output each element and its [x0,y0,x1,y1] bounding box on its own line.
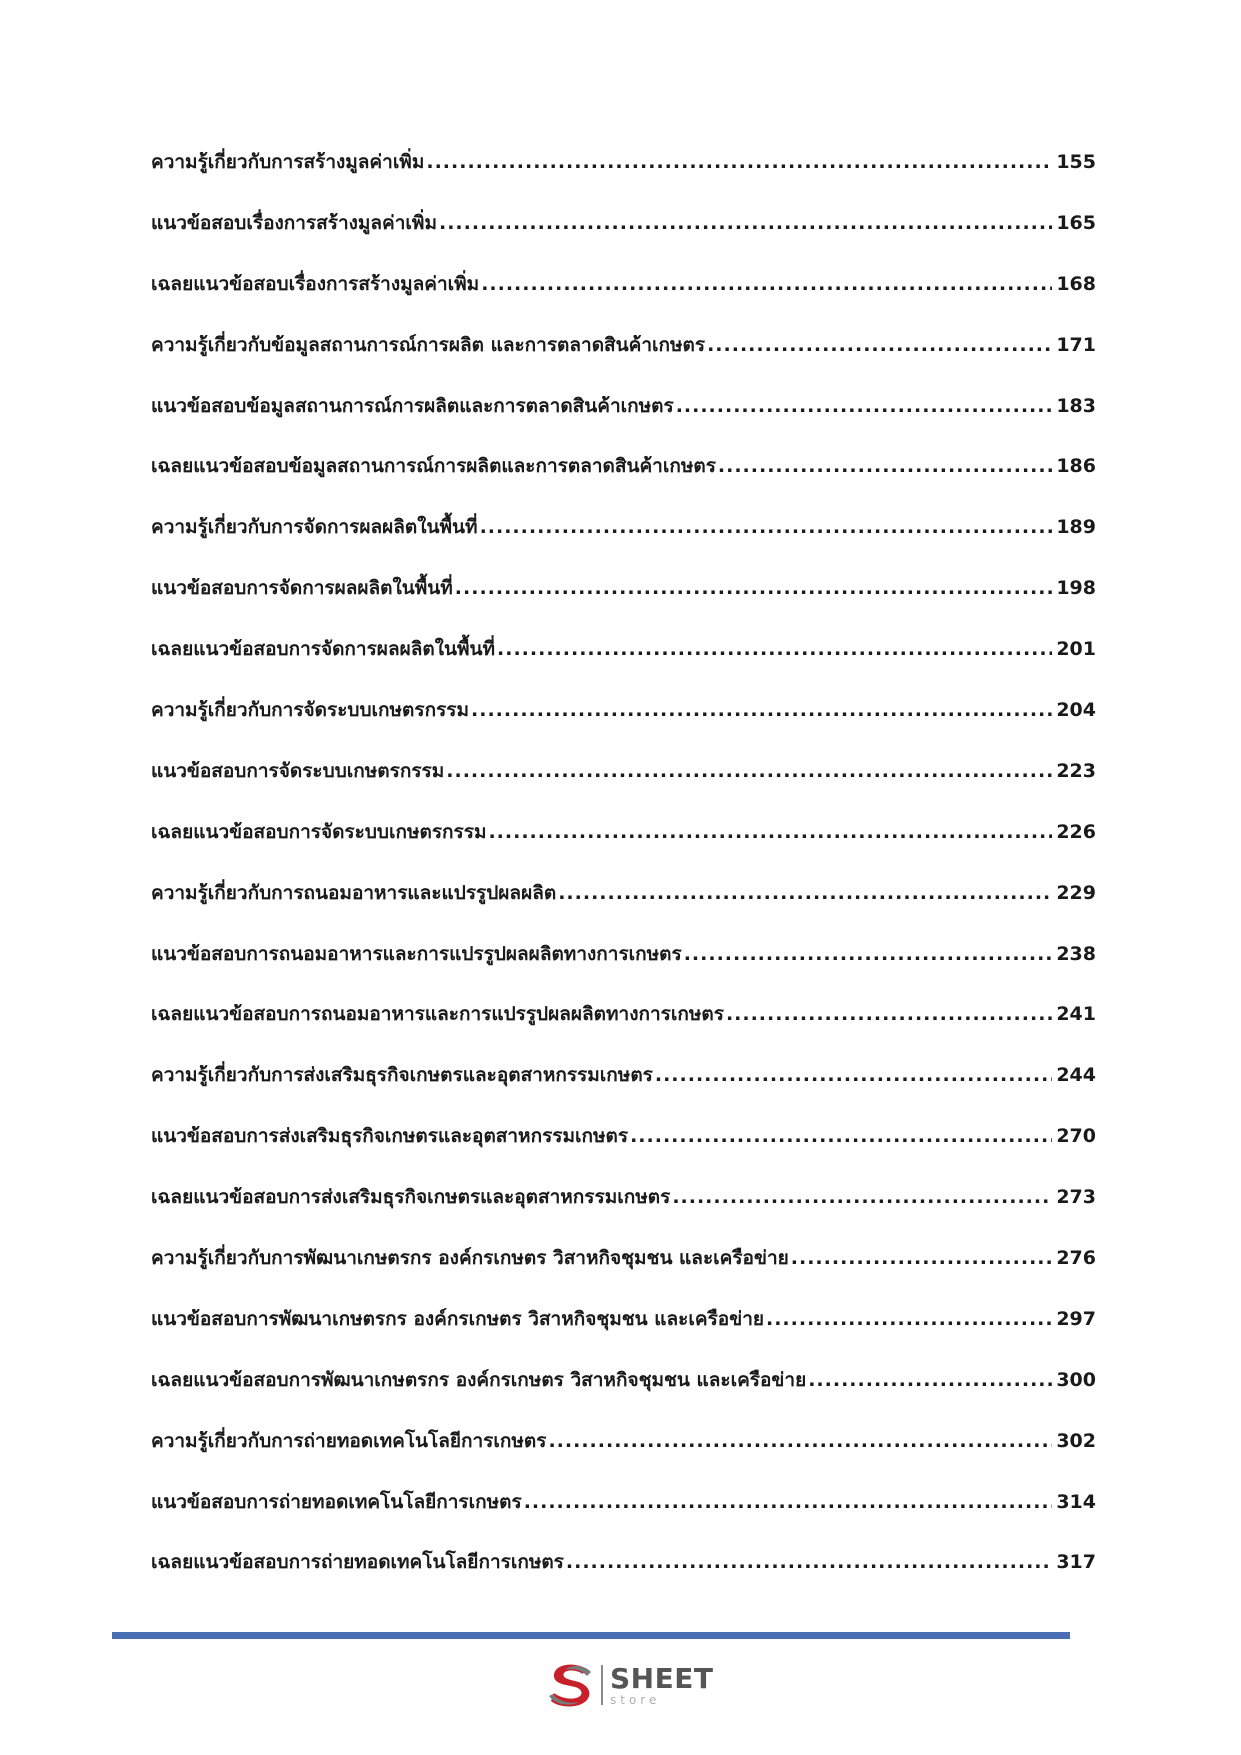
toc-entry-page: 300 [1056,1368,1096,1391]
toc-entry[interactable] [151,515,1096,576]
toc-entry-page: 226 [1056,820,1096,843]
toc-entry-page: 317 [1056,1551,1096,1574]
toc-entry-page: 241 [1056,1003,1096,1026]
toc-entry-title: แนวข้อสอบการจัดระบบเกษตรกรรม [151,759,445,782]
dot-leader [791,1246,1053,1270]
toc-entry-page: 270 [1056,1125,1096,1148]
table-of-contents [151,150,1096,1611]
toc-entry[interactable] [151,1490,1096,1551]
toc-entry[interactable] [151,637,1096,698]
dot-leader [808,1368,1052,1392]
toc-entry-page: 204 [1056,699,1096,722]
toc-entry[interactable] [151,211,1096,272]
toc-entry[interactable] [151,820,1096,881]
dot-leader [684,942,1053,966]
dot-leader [439,211,1052,235]
toc-entry-page: 238 [1056,942,1096,965]
toc-entry-title: แนวข้อสอบการส่งเสริมธุรกิจเกษตรและอุตสาหกรรมเกษตร [151,1125,629,1148]
toc-entry[interactable] [151,150,1096,211]
dot-leader [558,881,1052,905]
toc-entry[interactable] [151,1185,1096,1246]
toc-entry-title: เฉลยแนวข้อสอบการถ่ายทอดเทคโนโลยีการเกษตร [151,1551,564,1574]
toc-entry[interactable] [151,576,1096,637]
dot-leader [707,333,1052,357]
dot-leader [548,1429,1052,1453]
toc-entry-title: ความรู้เกี่ยวกับการพัฒนาเกษตรกร องค์กรเกษตร วิสาหกิจชุมชน และเครือข่าย [151,1247,789,1270]
toc-entry-page: 183 [1056,394,1096,417]
toc-entry[interactable] [151,1550,1096,1611]
toc-entry[interactable] [151,942,1096,1003]
toc-entry-title: ความรู้เกี่ยวกับการส่งเสริมธุรกิจเกษตรและอุตสาหกรรมเกษตร [151,1064,653,1087]
toc-entry-title: ความรู้เกี่ยวกับการจัดการผลผลิตในพื้นที่ [151,516,478,539]
toc-entry[interactable] [151,394,1096,455]
toc-entry[interactable] [151,333,1096,394]
toc-entry[interactable] [151,1368,1096,1429]
toc-entry[interactable] [151,1246,1096,1307]
toc-entry-title: เฉลยแนวข้อสอบการจัดการผลผลิตในพื้นที่ [151,638,496,661]
toc-entry-title: เฉลยแนวข้อสอบเรื่องการสร้างมูลค่าเพิ่ม [151,272,480,295]
toc-entry-page: 171 [1056,333,1096,356]
dot-leader [676,394,1053,418]
dot-leader [480,515,1053,539]
toc-entry[interactable] [151,1307,1096,1368]
toc-entry-page: 165 [1056,211,1096,234]
dot-leader [488,820,1052,844]
footer-divider [112,1632,1070,1639]
toc-entry-title: แนวข้อสอบข้อมูลสถานการณ์การผลิตและการตลาดสินค้าเกษตร [151,394,674,417]
toc-entry-page: 223 [1056,759,1096,782]
logo-text [610,1661,714,1707]
logo-divider [601,1665,603,1705]
dot-leader [497,637,1052,661]
dot-leader [481,272,1052,296]
toc-entry-title: แนวข้อสอบการพัฒนาเกษตรกร องค์กรเกษตร วิสาหกิจชุมชน และเครือข่าย [151,1307,764,1330]
dot-leader [766,1307,1052,1331]
toc-entry-title: เฉลยแนวข้อสอบการจัดระบบเกษตรกรรม [151,820,487,843]
toc-entry-page: 189 [1056,516,1096,539]
dot-leader [726,1002,1052,1026]
toc-entry-page: 186 [1056,455,1096,478]
toc-entry-title: ความรู้เกี่ยวกับการถ่ายทอดเทคโนโลยีการเกษตร [151,1429,547,1452]
dot-leader [471,698,1052,722]
logo-sub: store [610,1692,661,1707]
toc-entry[interactable] [151,454,1096,515]
toc-entry-title: เฉลยแนวข้อสอบการพัฒนาเกษตรกร องค์กรเกษตร วิสาหกิจชุมชน และเครือข่าย [151,1368,807,1391]
toc-entry-title: เฉลยแนวข้อสอบการส่งเสริมธุรกิจเกษตรและอุตสาหกรรมเกษตร [151,1186,671,1209]
logo-name: SHEET [610,1661,714,1695]
dot-leader [566,1550,1052,1574]
dot-leader [630,1124,1052,1148]
toc-entry-page: 155 [1056,151,1096,173]
toc-entry[interactable] [151,759,1096,820]
toc-entry-page: 229 [1056,881,1096,904]
toc-entry-title: ความรู้เกี่ยวกับการถนอมอาหารและแปรรูปผลผลิต [151,881,557,904]
toc-entry-title: แนวข้อสอบการถนอมอาหารและการแปรรูปผลผลิตทางการเกษตร [151,942,682,965]
footer-logo [545,1660,713,1710]
dot-leader [524,1490,1053,1514]
dot-leader [718,454,1052,478]
toc-entry-page: 168 [1056,272,1096,295]
toc-entry-page: 314 [1056,1490,1096,1513]
dot-leader [655,1063,1052,1087]
toc-entry[interactable] [151,1002,1096,1063]
dot-leader [455,576,1053,600]
toc-entry-page: 276 [1056,1247,1096,1270]
toc-entry-page: 244 [1056,1064,1096,1087]
toc-entry[interactable] [151,272,1096,333]
toc-entry-title: แนวข้อสอบการจัดการผลผลิตในพื้นที่ [151,577,453,600]
toc-entry-title: ความรู้เกี่ยวกับการจัดระบบเกษตรกรรม [151,699,470,722]
toc-entry-page: 198 [1056,577,1096,600]
sheet-store-s-logo-icon [545,1660,597,1710]
toc-entry[interactable] [151,1429,1096,1490]
dot-leader [426,150,1052,174]
toc-entry-title: แนวข้อสอบเรื่องการสร้างมูลค่าเพิ่ม [151,211,437,234]
toc-entry-title: แนวข้อสอบการถ่ายทอดเทคโนโลยีการเกษตร [151,1490,522,1513]
toc-entry-title: เฉลยแนวข้อสอบข้อมูลสถานการณ์การผลิตและการตลาดสินค้าเกษตร [151,455,716,478]
toc-entry-page: 297 [1056,1307,1096,1330]
toc-entry[interactable] [151,881,1096,942]
toc-entry-page: 302 [1056,1429,1096,1452]
dot-leader [672,1185,1052,1209]
toc-entry[interactable] [151,698,1096,759]
toc-entry[interactable] [151,1124,1096,1185]
toc-entry-page: 201 [1056,638,1096,661]
toc-entry[interactable] [151,1063,1096,1124]
toc-entry-title: ความรู้เกี่ยวกับข้อมูลสถานการณ์การผลิต และการตลาดสินค้าเกษตร [151,333,706,356]
toc-entry-title: เฉลยแนวข้อสอบการถนอมอาหารและการแปรรูปผลผลิตทางการเกษตร [151,1003,724,1026]
toc-entry-page: 273 [1056,1186,1096,1209]
toc-entry-title: ความรู้เกี่ยวกับการสร้างมูลค่าเพิ่ม [151,151,425,173]
dot-leader [446,759,1052,783]
